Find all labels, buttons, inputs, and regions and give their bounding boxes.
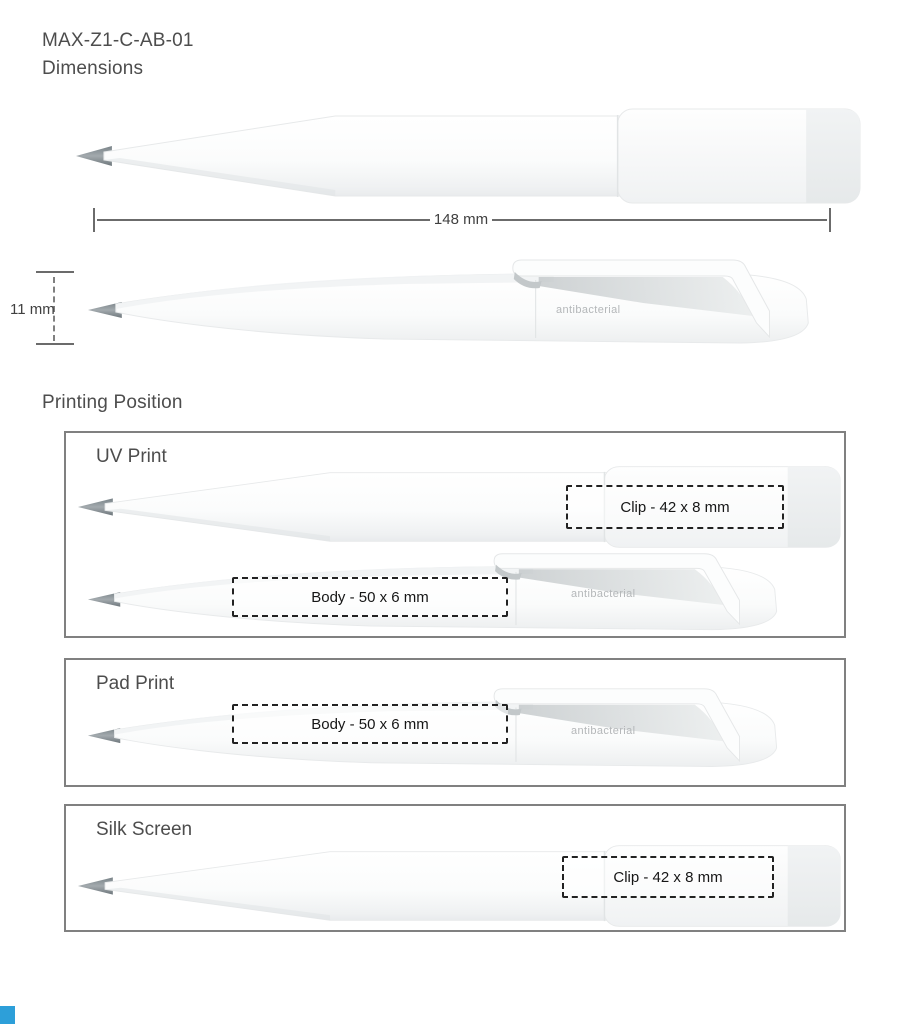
pen-side-view-illustration — [86, 257, 862, 351]
clip-print-area — [562, 856, 774, 898]
height-tick-top — [36, 271, 74, 273]
pad-print-box — [64, 658, 846, 787]
pen-top-view-illustration — [74, 107, 862, 205]
height-dimension-label: 11 mm — [10, 301, 55, 318]
body-print-area — [232, 704, 508, 744]
uv-print-label: UV Print — [96, 446, 167, 467]
silk-screen-label: Silk Screen — [96, 819, 193, 840]
dimension-line-right — [492, 219, 827, 221]
uv-print-box — [64, 431, 846, 638]
silk-screen-box — [64, 804, 846, 932]
dimension-tick-right — [829, 208, 831, 232]
dimension-line-left — [97, 219, 430, 221]
clip-print-area — [566, 485, 784, 529]
barrel-engraving: antibacterial — [571, 725, 636, 737]
model-code: MAX-Z1-C-AB-01 — [42, 30, 194, 51]
dimensions-title: Dimensions — [42, 58, 144, 79]
height-tick-bottom — [36, 343, 74, 345]
clip-print-area-label: Clip - 42 x 8 mm — [613, 868, 723, 886]
length-dimension-label: 148 mm — [433, 211, 489, 228]
barrel-engraving: antibacterial — [571, 588, 636, 600]
pad-print-label: Pad Print — [96, 673, 175, 694]
body-print-area — [232, 577, 508, 617]
clip-print-area-label: Clip - 42 x 8 mm — [620, 498, 730, 516]
body-print-area-label: Body - 50 x 6 mm — [311, 715, 429, 733]
barrel-engraving: antibacterial — [556, 304, 621, 316]
blue-corner-mark — [0, 1006, 15, 1024]
printing-position-title: Printing Position — [42, 392, 183, 413]
dimension-tick-left — [93, 208, 95, 232]
body-print-area-label: Body - 50 x 6 mm — [311, 588, 429, 606]
